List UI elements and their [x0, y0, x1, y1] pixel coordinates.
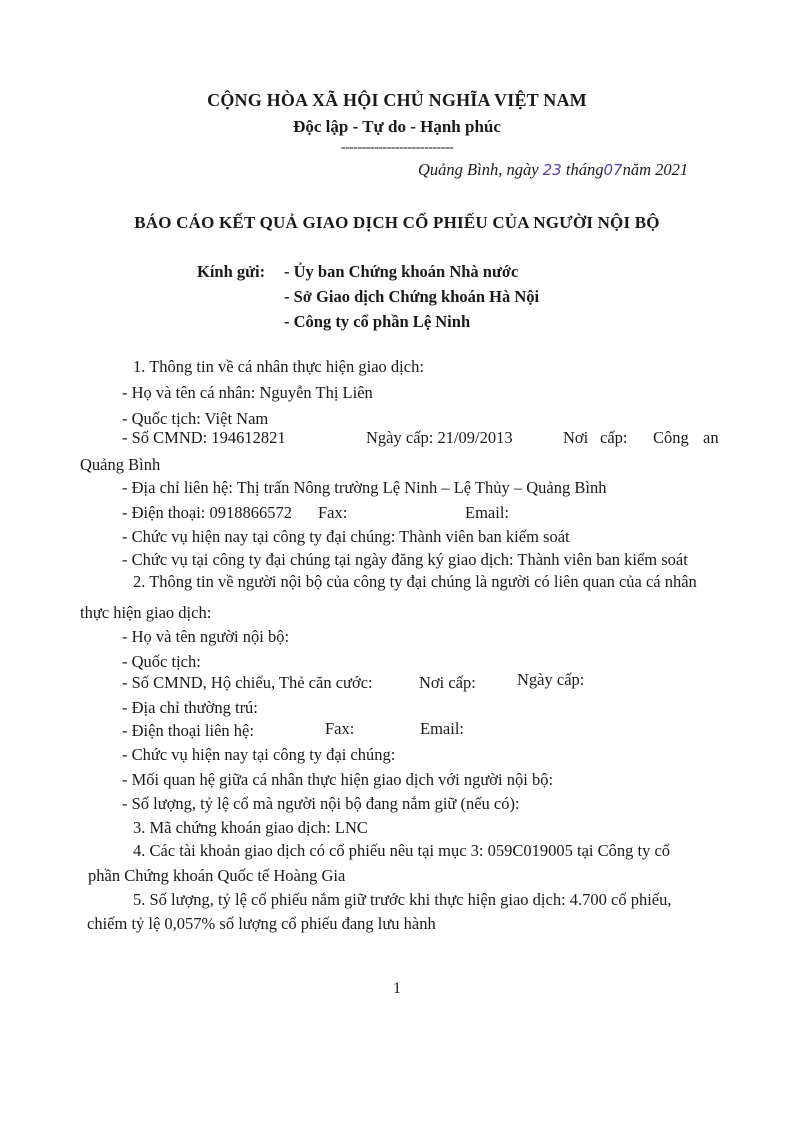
- s2-address: - Địa chỉ thường trú:: [122, 698, 258, 717]
- s2-fax: Fax:: [325, 719, 355, 738]
- s1-name: - Họ và tên cá nhân: Nguyễn Thị Liên: [122, 383, 373, 402]
- s1-issue-place-word: an: [703, 428, 719, 447]
- date-day: 23: [542, 161, 562, 179]
- recipient-item: - Công ty cổ phần Lệ Ninh: [284, 312, 471, 331]
- s1-email: Email:: [465, 503, 509, 522]
- s1-fax: Fax:: [318, 503, 348, 522]
- s1-issue-place-word: Công: [653, 428, 689, 447]
- recipient-item: - Sở Giao dịch Chứng khoán Hà Nội: [284, 287, 540, 306]
- s1-issue-date: Ngày cấp: 21/09/2013: [366, 428, 513, 447]
- s1-position-reg: - Chức vụ tại công ty đại chúng tại ngày đăng ký giao dịch: Thành viên ban kiểm soát: [122, 550, 688, 569]
- date-month-word: tháng: [565, 160, 604, 179]
- s2-position: - Chức vụ hiện nay tại công ty đại chúng:: [122, 745, 396, 764]
- s2-issue-place: Nơi cấp:: [419, 673, 476, 692]
- s1-id-number: - Số CMND: 194612821: [122, 428, 286, 447]
- s2-name: - Họ và tên người nội bộ:: [122, 627, 290, 646]
- document-title: BÁO CÁO KẾT QUẢ GIAO DỊCH CỔ PHIẾU CỦA NGƯỜI NỘI BỘ: [134, 213, 660, 232]
- country-name: CỘNG HÒA XÃ HỘI CHỦ NGHĨA VIỆT NAM: [207, 90, 587, 110]
- section4: 4. Các tài khoản giao dịch có cổ phiếu nêu tại mục 3: 059C019005 tại Công ty cổ: [133, 841, 671, 860]
- page-number: 1: [393, 980, 401, 997]
- s2-phone: - Điện thoại liên hệ:: [122, 721, 254, 740]
- s1-issue-place-word: cấp:: [600, 428, 628, 447]
- s2-email: Email:: [420, 719, 464, 738]
- section2-heading-cont: thực hiện giao dịch:: [80, 603, 212, 622]
- date-place: Quảng Bình, ngày: [418, 160, 539, 179]
- date-line: [418, 160, 688, 180]
- section5-cont: chiếm tỷ lệ 0,057% số lượng cổ phiếu đang lưu hành: [87, 914, 436, 933]
- date-year: năm 2021: [622, 160, 689, 179]
- recipients-label: Kính gửi:: [197, 262, 266, 281]
- s2-id-number: - Số CMND, Hộ chiếu, Thẻ căn cước:: [122, 673, 373, 692]
- header-separator: ---------------------------: [340, 140, 454, 155]
- s1-nationality: - Quốc tịch: Việt Nam: [122, 409, 269, 428]
- s2-holding: - Số lượng, tỷ lệ cổ mà người nội bộ đang nắm giữ (nếu có):: [122, 794, 520, 813]
- s2-issue-date: Ngày cấp:: [517, 670, 585, 689]
- section1-heading: 1. Thông tin về cá nhân thực hiện giao dịch:: [133, 357, 424, 376]
- date-month: 07: [603, 161, 623, 179]
- s1-phone: - Điện thoại: 0918866572: [122, 503, 293, 522]
- s2-nationality: - Quốc tịch:: [122, 652, 201, 671]
- section4-cont: phần Chứng khoán Quốc tế Hoàng Gia: [88, 866, 346, 885]
- motto: Độc lập - Tự do - Hạnh phúc: [293, 117, 501, 136]
- s2-relation: - Mối quan hệ giữa cá nhân thực hiện giao dịch với người nội bộ:: [122, 770, 554, 789]
- section5: 5. Số lượng, tỷ lệ cổ phiếu nắm giữ trước khi thực hiện giao dịch: 4.700 cổ phiếu,: [133, 890, 672, 909]
- section3: 3. Mã chứng khoán giao dịch: LNC: [133, 818, 368, 837]
- section2-heading: 2. Thông tin về người nội bộ của công ty đại chúng là người có liên quan của cá nhân: [133, 572, 697, 591]
- s1-issue-place-label: Nơi: [563, 428, 589, 447]
- s1-address: - Địa chỉ liên hệ: Thị trấn Nông trường Lệ Ninh – Lệ Thủy – Quảng Bình: [122, 478, 607, 497]
- s1-position-now: - Chức vụ hiện nay tại công ty đại chúng: Thành viên ban kiểm soát: [122, 527, 570, 546]
- recipient-item: - Ủy ban Chứng khoán Nhà nước: [284, 262, 519, 281]
- s1-issue-place-cont: Quảng Bình: [80, 455, 161, 474]
